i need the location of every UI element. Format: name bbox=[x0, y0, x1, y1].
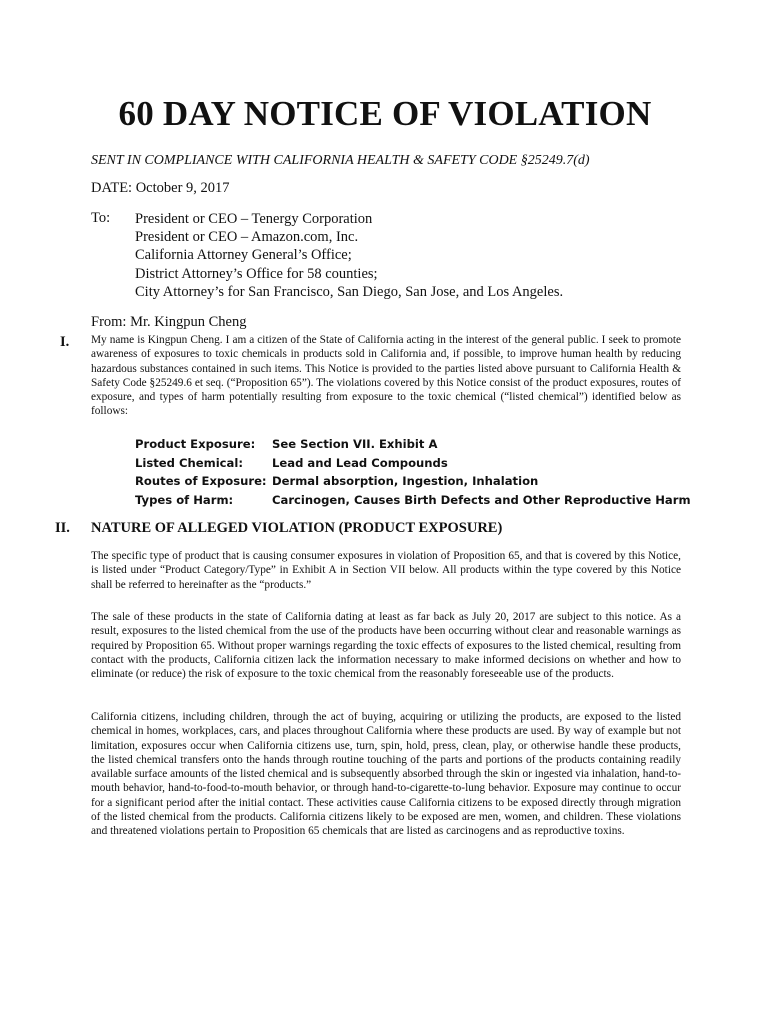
fact-label: Listed Chemical: bbox=[135, 455, 243, 470]
section-2-number: II. bbox=[55, 520, 70, 536]
recipient-line: District Attorney’s Office for 58 counties; bbox=[135, 265, 378, 282]
fact-row bbox=[135, 491, 691, 510]
recipient-line: California Attorney General’s Office; bbox=[135, 247, 352, 264]
recipient-line: President or CEO – Tenergy Corporation bbox=[135, 211, 373, 227]
section-2-paragraph: The sale of these products in the state of California dating at least as far back as July 20, 2017 are subject to this notice. As a result, exposures to the listed chemical from the use of the products have been occurring without clear and reasonable warnings as required by Proposition 65. Without proper warnings regarding the toxic effects of exposures to the listed chemical, resulting from contact with the products, California citizen lack the information necessary to make informed decisions on whether and how to eliminate (or reduce) the risk of exposure to the toxic chemical from the reasonably foreseeable use of the products. bbox=[91, 611, 681, 681]
to-label: To: bbox=[91, 210, 111, 226]
fact-label: Routes of Exposure: bbox=[135, 474, 267, 488]
fact-value: Lead and Lead Compounds bbox=[272, 455, 448, 470]
compliance-subtitle: SENT IN COMPLIANCE WITH CALIFORNIA HEALTH & SAFETY CODE §25249.7(d) bbox=[91, 153, 590, 168]
section-1-paragraph: My name is Kingpun Cheng. I am a citizen of the State of California acting in the interest of the general public. I seek to promote awareness of exposures to toxic chemicals in products sold in California and, if possible, to improve human health by reducing hazardous substances contained in such items. This Notice is provided to the parties listed above pursuant to California Health & Safety Code §25249.6 et seq. (“Proposition 65”). The violations covered by this Notice consist of the product exposures, routes of exposure, and types of harm potentially resulting from exposure to the toxic chemical (“listed chemical”) identified below as follows: bbox=[91, 334, 681, 418]
fact-row bbox=[135, 472, 691, 491]
violation-facts bbox=[135, 435, 691, 509]
notice-date: DATE: October 9, 2017 bbox=[91, 180, 230, 196]
fact-value: Dermal absorption, Ingestion, Inhalation bbox=[272, 474, 539, 488]
page-title: 60 DAY NOTICE OF VIOLATION bbox=[118, 94, 652, 133]
fact-label: Types of Harm: bbox=[135, 492, 234, 507]
recipient-line: City Attorney’s for San Francisco, San Diego, San Jose, and Los Angeles. bbox=[135, 283, 564, 300]
section-2-paragraph: The specific type of product that is causing consumer exposures in violation of Proposition 65, and that is covered by this Notice, is listed under “Product Category/Type” in Exhibit A in Section VII below. All products within the type covered by this Notice shall be referred to hereinafter as the “products.” bbox=[91, 550, 681, 591]
fact-value: See Section VII. Exhibit A bbox=[272, 437, 438, 451]
section-2-paragraph: California citizens, including children, through the act of buying, acquiring or utilizing the products, are exposed to the listed chemical in homes, workplaces, cars, and places throughout California where these products are used. By way of example but not limitation, exposures occur when California citizens use, turn, spin, hold, press, clean, play, or otherwise handle these products, the listed chemical transfers onto the hands through routine touching of the parts and portions of the products containing readily available surface amounts of the listed chemical and is subsequently absorbed through the skin or ingested via inhalation, hand-to-mouth behavior, hand-to-food-to-mouth behavior, or through hand-to-cigarette-to-lung behavior. Exposure may continue to occur for a significant period after the initial contact. These activities cause California citizens to be exposed directly through migration of the listed chemical from the products. California citizens likely to be exposed are men, women, and children. These violations and threatened violations pertain to Proposition 65 chemicals that are listed as carcinogens and as reproductive toxins. bbox=[91, 711, 681, 838]
fact-row bbox=[135, 435, 691, 454]
fact-value: Carcinogen, Causes Birth Defects and Other Reproductive Harm bbox=[272, 492, 691, 507]
recipient-list bbox=[135, 210, 563, 301]
recipient-line: President or CEO – Amazon.com, Inc. bbox=[135, 229, 359, 246]
from-line: From: Mr. Kingpun Cheng bbox=[91, 314, 247, 330]
fact-label: Product Exposure: bbox=[135, 437, 256, 451]
fact-row bbox=[135, 454, 691, 473]
section-1-number: I. bbox=[60, 334, 70, 350]
section-2-title: NATURE OF ALLEGED VIOLATION (PRODUCT EXPOSURE) bbox=[91, 520, 503, 536]
